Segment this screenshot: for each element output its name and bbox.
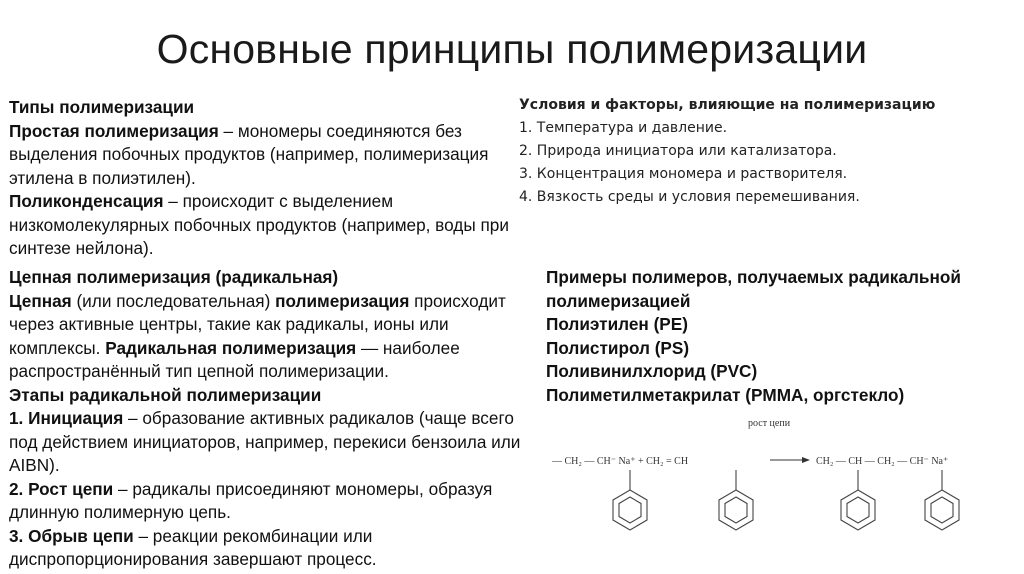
chain-text: (или последовательная) [71, 290, 276, 311]
example-item: Полиметилметакрилат (PMMA, оргстекло) [546, 384, 905, 405]
simple-polymerization [9, 120, 519, 191]
conditions-block [519, 94, 1019, 209]
chain-polymerization [9, 266, 534, 572]
poly-text: – происходит с выделением низкомолекулярных побочных продуктов (например, воды при синтезе нейлона). [9, 191, 509, 258]
chain-text: происходит через активные центры, такие как радикалы, ионы или комплексы. [9, 290, 506, 358]
poly-term: Поликонденсация [9, 191, 164, 211]
chain-growth-scheme [540, 412, 1010, 562]
stage-text: – образование активных радикалов (чаще всего под действием инициаторов, например, перекиси бензоила или AIBN). [9, 408, 521, 475]
benzene-ring-icon [841, 470, 875, 530]
examples-heading: Примеры полимеров, получаемых радикальной полимеризацией [546, 267, 961, 311]
condition-item: 2. Природа инициатора или катализатора. [519, 143, 837, 159]
reaction-arrow [770, 457, 810, 463]
chain-text: — наиболее распространённый тип цепной полимеризации. [9, 337, 460, 381]
stage-term: 3. Обрыв цепи [9, 525, 134, 546]
polymer-examples [546, 266, 1016, 407]
stage-text: – радикалы присоединяют мономеры, образуя длинную полимерную цепь. [9, 478, 493, 522]
polymerization-types [9, 96, 519, 261]
benzene-ring-icon [613, 470, 647, 530]
stage-termination [9, 525, 534, 572]
polycondensation [9, 190, 519, 261]
condition-item: 3. Концентрация мономера и растворителя. [519, 166, 848, 182]
stage-text: – реакции рекомбинации или диспропорционирования завершают процесс. [9, 525, 377, 569]
condition-item: 4. Вязкость среды и условия перемешивания. [519, 189, 860, 205]
stage-term: 1. Инициация [9, 408, 124, 428]
chain-term: Цепная [9, 290, 72, 311]
chain-heading: Цепная полимеризация (радикальная) [9, 267, 339, 287]
scheme-right-formula: CH₂ — CH — CH₂ — CH⁻ Na⁺ [816, 456, 949, 467]
chain-term: полимеризация [275, 290, 410, 311]
radical-term: Радикальная полимеризация [105, 337, 357, 358]
condition-item: 1. Температура и давление. [519, 120, 728, 136]
simple-term: Простая полимеризация [9, 120, 219, 141]
scheme-caption: рост цепи [748, 418, 791, 429]
stage-initiation [9, 407, 534, 478]
types-heading: Типы полимеризации [9, 97, 195, 117]
simple-text: – мономеры соединяются без выделения побочных продуктов (например, полимеризация этилена в полиэтилен). [9, 120, 489, 188]
stage-propagation [9, 478, 534, 525]
benzene-ring-icon [925, 470, 959, 530]
example-item: Полиэтилен (PE) [546, 314, 688, 334]
stage-term: 2. Рост цепи [9, 478, 114, 499]
stages-heading: Этапы радикальной полимеризации [9, 384, 322, 405]
conditions-heading: Условия и факторы, влияющие на полимеризацию [519, 97, 936, 113]
example-item: Полистирол (PS) [546, 337, 690, 358]
benzene-ring-icon [719, 470, 753, 530]
scheme-left-formula: — CH₂ — CH⁻ Na⁺ + CH₂ = CH [552, 456, 689, 467]
example-item: Поливинилхлорид (PVC) [546, 361, 758, 381]
slide-title: Основные принципы полимеризации [156, 26, 868, 72]
chain-description [9, 290, 534, 384]
